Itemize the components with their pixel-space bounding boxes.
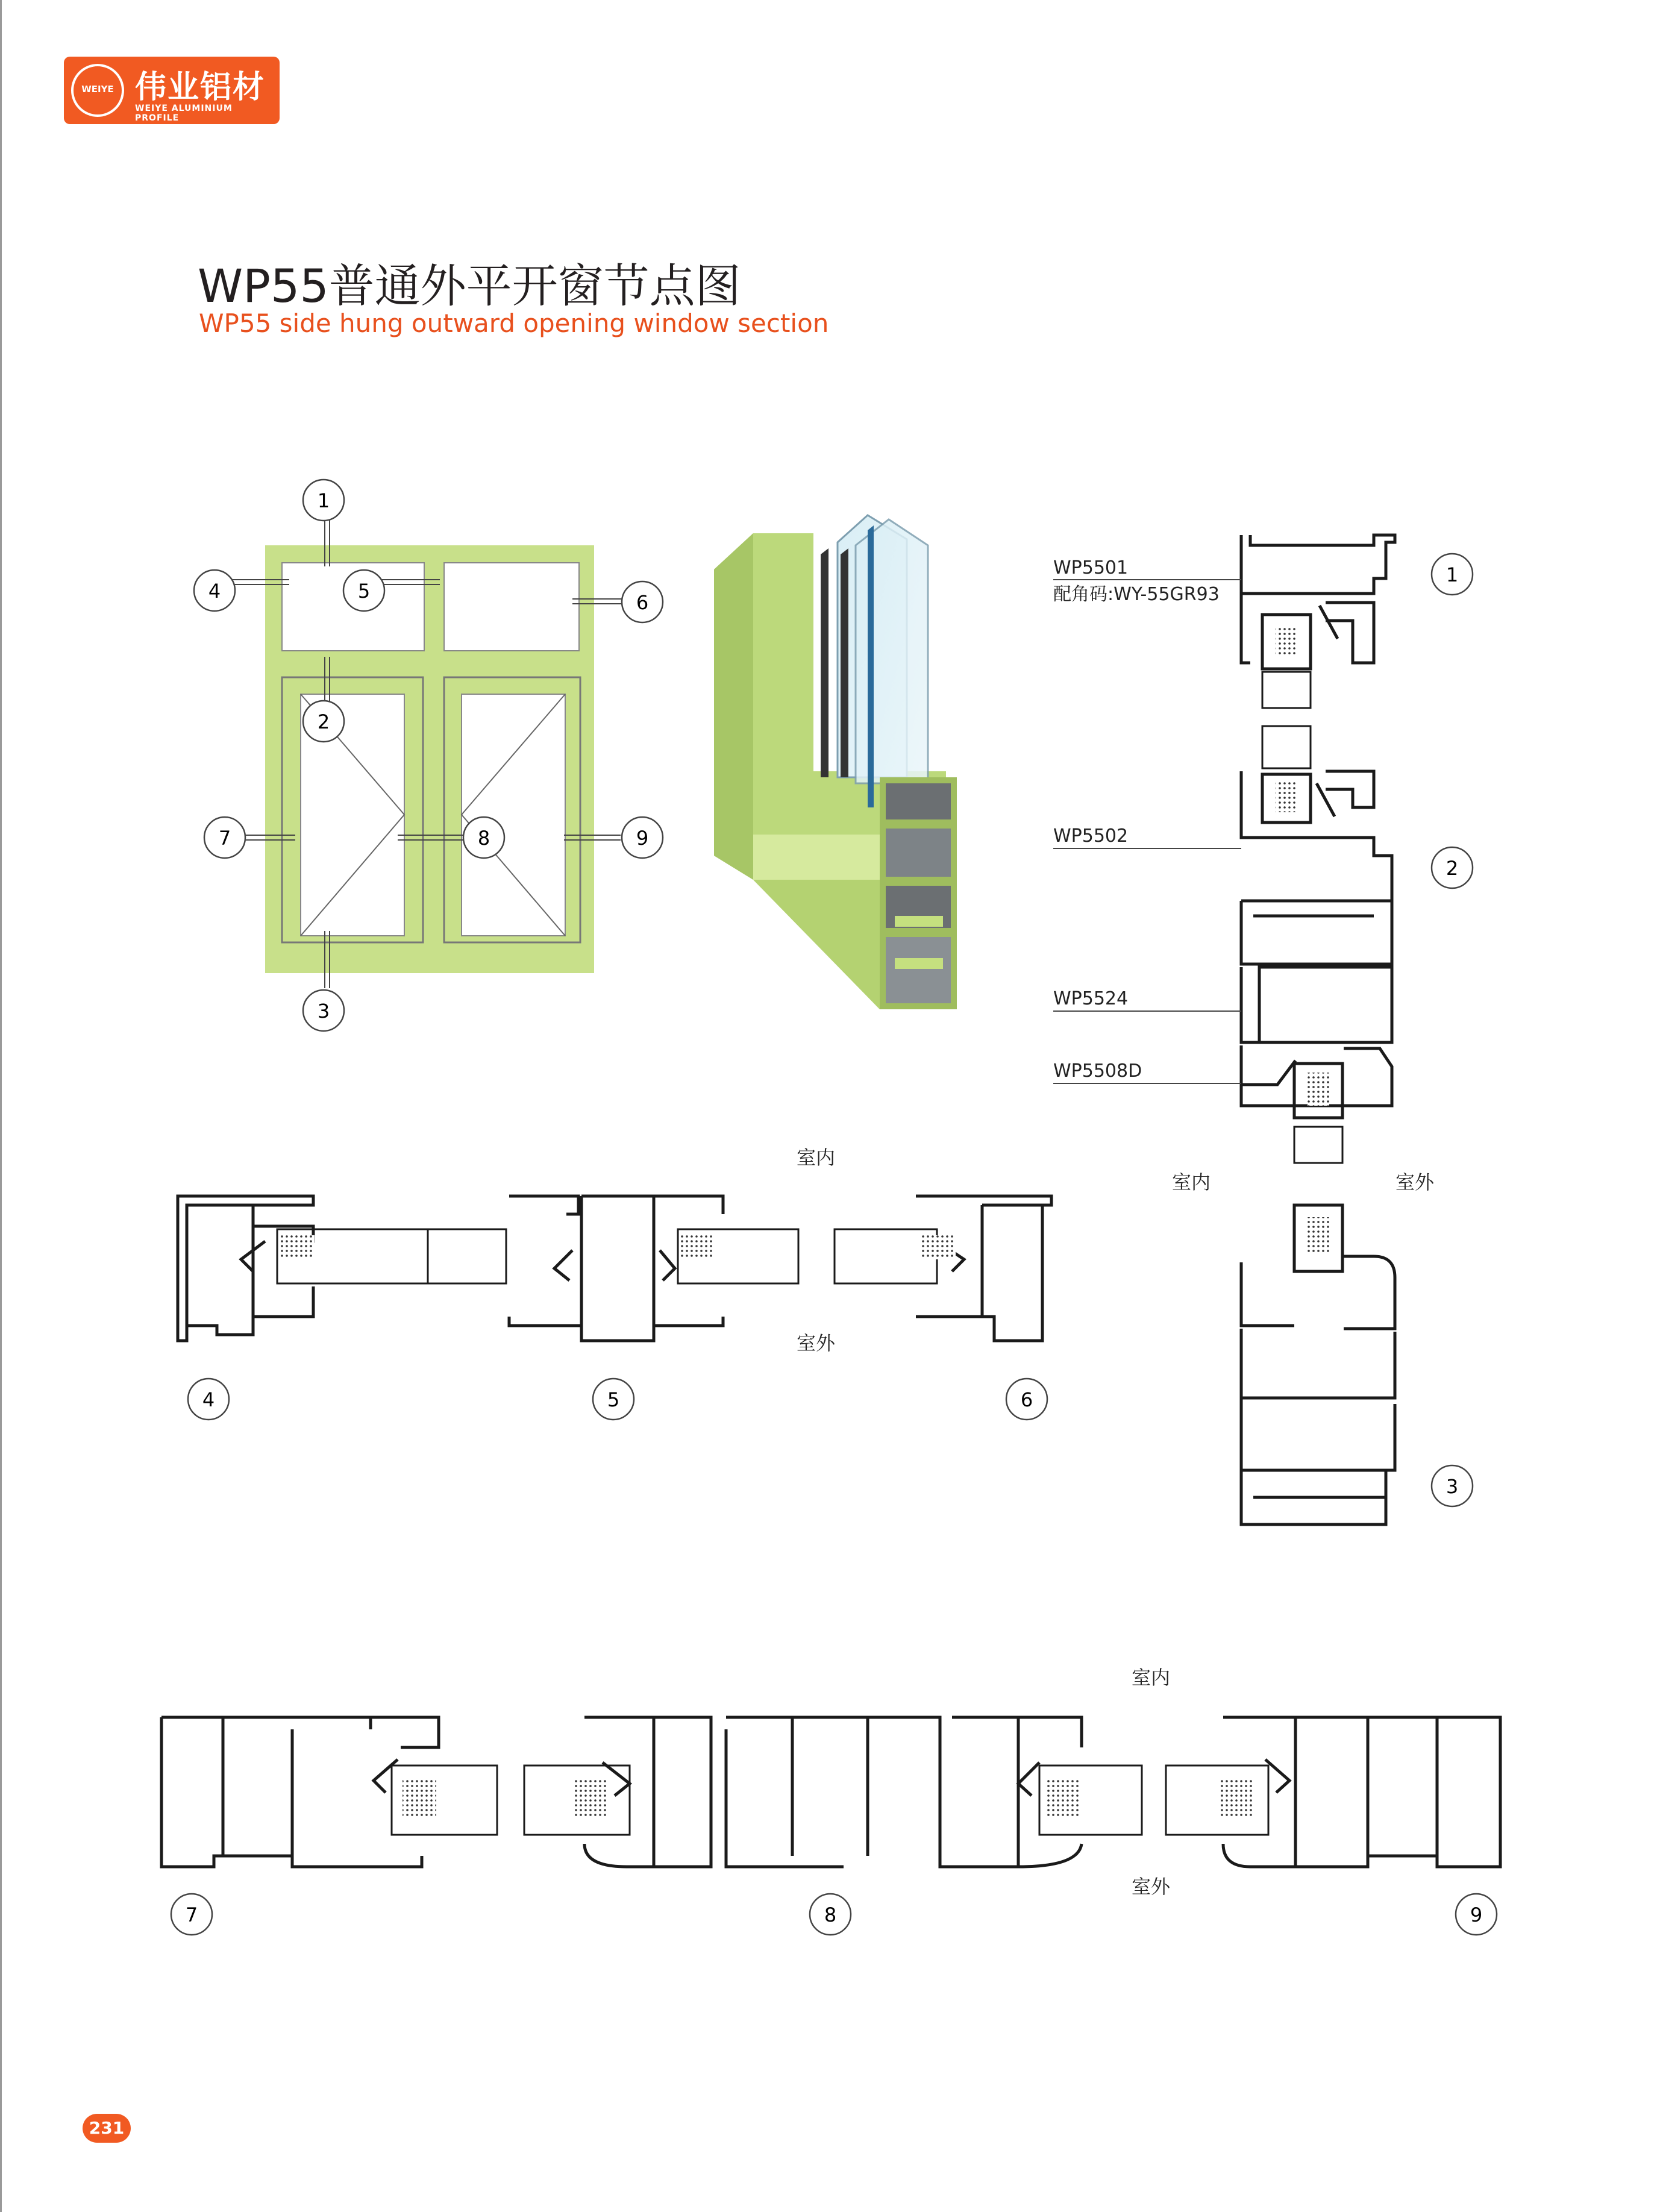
svg-text:2: 2 bbox=[1446, 857, 1459, 880]
svg-text:9: 9 bbox=[636, 827, 649, 850]
svg-text:WP5508D: WP5508D bbox=[1053, 1061, 1142, 1082]
elevation-marker-1 bbox=[303, 480, 344, 521]
svg-text:7: 7 bbox=[185, 1903, 198, 1926]
svg-text:WP5502: WP5502 bbox=[1053, 826, 1129, 847]
section-789-seals bbox=[403, 1778, 1254, 1817]
right-sash-glass bbox=[462, 694, 565, 936]
elevation-marker-7 bbox=[204, 817, 245, 858]
svg-text:6: 6 bbox=[1020, 1388, 1033, 1411]
svg-text:1: 1 bbox=[1446, 563, 1459, 586]
logo-emblem-text: WEIYE bbox=[81, 84, 114, 95]
svg-text:3: 3 bbox=[317, 1000, 330, 1023]
svg-text:6: 6 bbox=[636, 591, 649, 614]
profile-3d-render bbox=[714, 515, 957, 1009]
window-elevation bbox=[228, 518, 627, 988]
section-789-indoor-label: 室内 bbox=[1132, 1666, 1171, 1689]
svg-text:WP5501: WP5501 bbox=[1053, 557, 1129, 578]
vertical-marker-3 bbox=[1432, 1465, 1473, 1506]
page-title-cn: WP55普通外平开窗节点图 bbox=[198, 259, 741, 313]
section-marker-9 bbox=[1456, 1894, 1497, 1935]
brand-name-cn: 伟业铝材 bbox=[135, 69, 266, 105]
svg-text:4: 4 bbox=[202, 1388, 215, 1411]
svg-text:7: 7 bbox=[218, 827, 231, 850]
label-wp5524 bbox=[1053, 988, 1241, 1011]
svg-text:WP5524: WP5524 bbox=[1053, 988, 1129, 1009]
elevation-marker-9 bbox=[622, 817, 663, 858]
vertical-marker-1 bbox=[1432, 554, 1473, 595]
section-marker-8 bbox=[810, 1894, 851, 1935]
section-marker-4 bbox=[188, 1379, 229, 1420]
top-right-fixed-pane bbox=[444, 563, 579, 651]
vertical-outdoor-label: 室外 bbox=[1395, 1171, 1435, 1194]
section-marker-7 bbox=[171, 1894, 212, 1935]
elevation-marker-6 bbox=[622, 581, 663, 622]
section-456-drawing bbox=[178, 1196, 1051, 1341]
vertical-indoor-label: 室内 bbox=[1172, 1171, 1211, 1194]
page-number: 231 bbox=[83, 2114, 131, 2143]
svg-text:9: 9 bbox=[1470, 1903, 1483, 1926]
section-789-outdoor-label: 室外 bbox=[1132, 1875, 1171, 1898]
svg-text:5: 5 bbox=[357, 580, 371, 603]
section-789-drawing bbox=[161, 1717, 1500, 1867]
elevation-marker-2 bbox=[303, 701, 344, 742]
elevation-marker-8 bbox=[463, 817, 504, 858]
elevation-marker-4 bbox=[194, 570, 235, 611]
svg-text:8: 8 bbox=[824, 1903, 837, 1926]
svg-text:5: 5 bbox=[607, 1388, 620, 1411]
vertical-marker-2 bbox=[1432, 847, 1473, 888]
svg-text:2: 2 bbox=[317, 710, 330, 733]
vertical-glass-seal bbox=[1276, 627, 1329, 1253]
section-456-indoor-label: 室内 bbox=[797, 1146, 836, 1169]
section-marker-6 bbox=[1006, 1379, 1047, 1420]
page-title-en: WP55 side hung outward opening window section bbox=[199, 309, 829, 338]
section-marker-5 bbox=[593, 1379, 634, 1420]
elevation-marker-3 bbox=[303, 990, 344, 1031]
vertical-section-drawing bbox=[1241, 535, 1395, 1524]
svg-text:3: 3 bbox=[1446, 1475, 1459, 1498]
brand-name-en: WEIYE ALUMINIUM PROFILE bbox=[135, 104, 233, 123]
svg-text:配角码:WY-55GR93: 配角码:WY-55GR93 bbox=[1053, 584, 1220, 605]
elevation-marker-5 bbox=[343, 570, 384, 611]
svg-text:4: 4 bbox=[208, 580, 221, 603]
section-456-outdoor-label: 室外 bbox=[797, 1332, 836, 1355]
svg-text:8: 8 bbox=[477, 827, 490, 850]
svg-text:1: 1 bbox=[317, 489, 330, 512]
label-wp5501 bbox=[1053, 557, 1241, 605]
label-wp5508d bbox=[1053, 1061, 1241, 1083]
section-456-seals bbox=[281, 1235, 956, 1259]
label-wp5502 bbox=[1053, 826, 1241, 848]
